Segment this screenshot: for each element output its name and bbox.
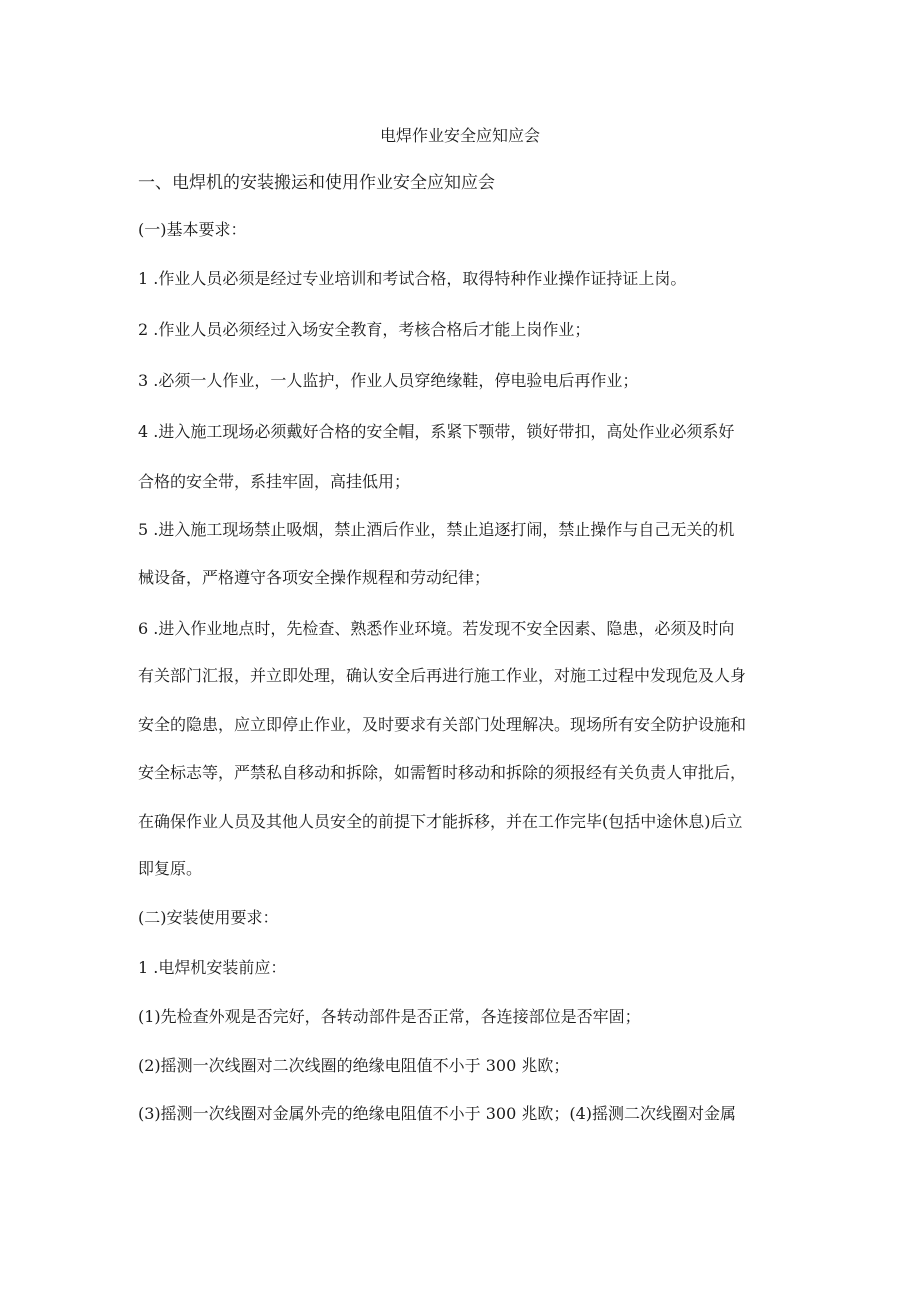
paragraph-line: 安全标志等，严禁私自移动和拆除，如需暂时移动和拆除的须报经有关负责人审批后， <box>138 763 747 782</box>
paragraph-line: 5 .进入施工现场禁止吸烟，禁止酒后作业，禁止追逐打闹，禁止操作与自己无关的机 <box>138 520 735 539</box>
subsection-heading-installation-requirements: (二)安装使用要求： <box>138 908 279 927</box>
subsection-heading-basic-requirements: (一)基本要求： <box>138 220 247 239</box>
paragraph-line: 1 .电焊机安装前应： <box>138 958 287 977</box>
paragraph-line: 2 .作业人员必须经过入场安全教育，考核合格后才能上岗作业； <box>138 320 591 339</box>
paragraph-line: 6 .进入作业地点时，先检查、熟悉作业环境。若发现不安全因素、隐患，必须及时向 <box>138 619 735 638</box>
paragraph-line: 4 .进入施工现场必须戴好合格的安全帽，系紧下颚带，锁好带扣，高处作业必须系好 <box>138 422 735 441</box>
paragraph-line: 有关部门汇报，并立即处理，确认安全后再进行施工作业，对施工过程中发现危及人身 <box>138 666 747 685</box>
section-heading-1: 一、电焊机的安装搬运和使用作业安全应知应会 <box>138 173 495 193</box>
paragraph-line: 即复原。 <box>138 859 203 878</box>
paragraph-line: (3)摇测一次线圈对金属外壳的绝缘电阻值不小于 300 兆欧；(4)摇测二次线圈对金属 <box>138 1104 737 1123</box>
document-title: 电焊作业安全应知应会 <box>379 126 540 145</box>
paragraph-line: 安全的隐患，应立即停止作业，及时要求有关部门处理解决。现场所有安全防护设施和 <box>138 715 747 734</box>
paragraph-line: 合格的安全带，系挂牢固，高挂低用； <box>138 472 411 491</box>
paragraph-line: (1)先检查外观是否完好，各转动部件是否正常，各连接部位是否牢固； <box>138 1007 641 1026</box>
paragraph-line: 在确保作业人员及其他人员安全的前提下才能拆移，并在工作完毕(包括中途休息)后立 <box>138 812 743 831</box>
paragraph-line: 械设备，严格遵守各项安全操作规程和劳动纪律； <box>138 568 491 587</box>
paragraph-line: (2)摇测一次线圈对二次线圈的绝缘电阻值不小于 300 兆欧； <box>138 1056 570 1075</box>
paragraph-line: 3 .必须一人作业，一人监护，作业人员穿绝缘鞋，停电验电后再作业； <box>138 371 639 390</box>
paragraph-line: 1 .作业人员必须是经过专业培训和考试合格，取得特种作业操作证持证上岗。 <box>138 269 687 288</box>
